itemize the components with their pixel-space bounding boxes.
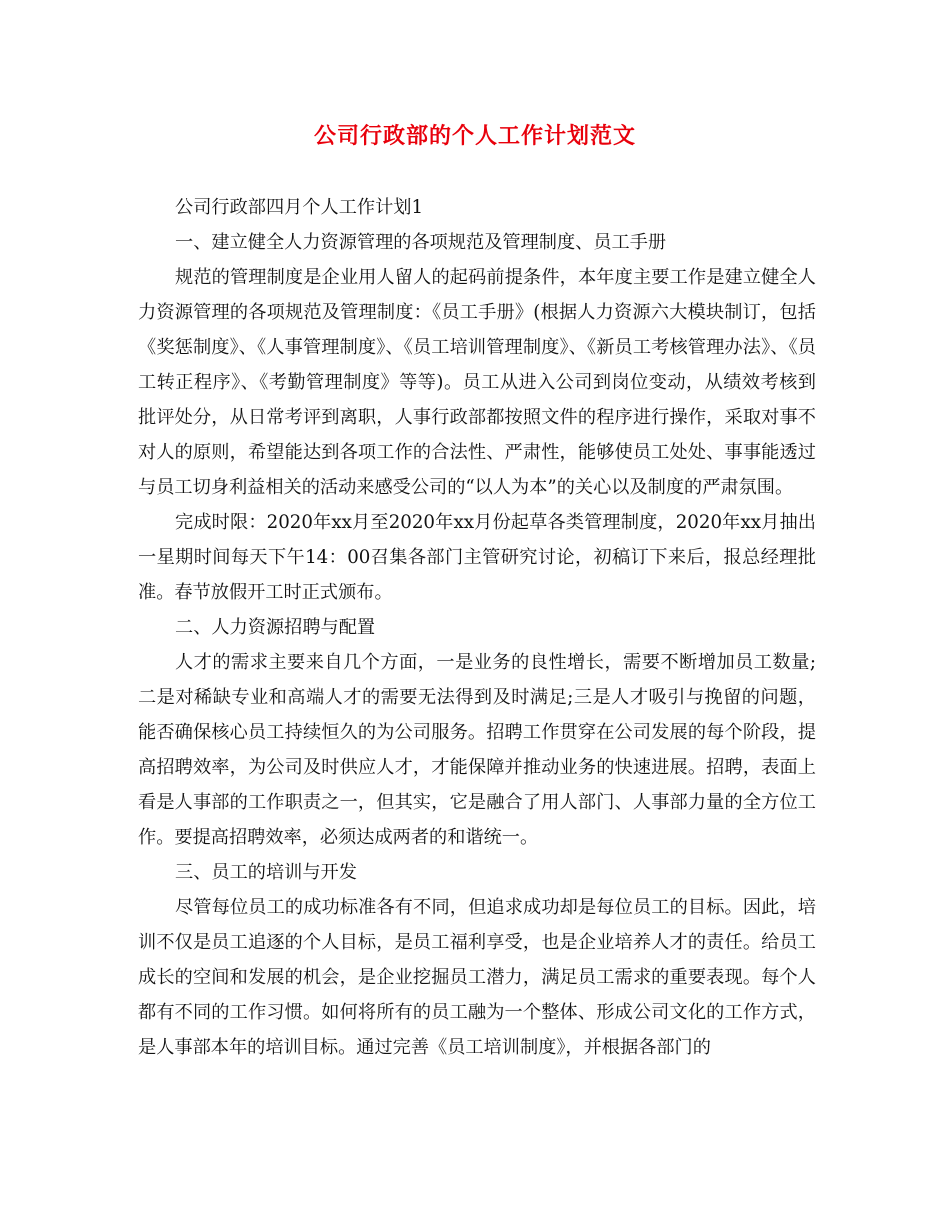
body-paragraph: 人才的需求主要来自几个方面，一是业务的良性增长，需要不断增加员工数量;二是对稀缺专业和高端人才的需要无法得到及时满足;三是人才吸引与挽留的问题，能否确保核心员工持续恒久的为公司服务。招聘工作贯穿在公司发展的每个阶段，提高招聘效率，为公司及时供应人才，才能保障并推动业务的快速进展。招聘，表面上看是人事部的工作职责之一，但其实，它是融合了用人部门、人事部力量的全方位工作。要提高招聘效率，必须达成两者的和谐统一。: [138, 652, 816, 848]
plan-subtitle: 公司行政部四月个人工作计划1: [175, 197, 424, 218]
document-body: [138, 190, 816, 1065]
section-heading-1: 一、建立健全人力资源管理的各项规范及管理制度、员工手册: [175, 232, 667, 253]
body-paragraph: 完成时限：2020年xx月至2020年xx月份起草各类管理制度，2020年xx月抽出一星期时间每天下午14：00召集各部门主管研究讨论，初稿订下来后，报总经理批准。春节放假开工时正式颁布。: [138, 512, 816, 603]
body-paragraph: 规范的管理制度是企业用人留人的起码前提条件，本年度主要工作是建立健全人力资源管理的各项规范及管理制度：《员工手册》(根据人力资源六大模块制订，包括《奖惩制度》、《人事管理制度》、《员工培训管理制度》、《新员工考核管理办法》、《员工转正程序》、《考勤管理制度》等等)。员工从进入公司到岗位变动，从绩效考核到批评处分，从日常考评到离职，人事行政部都按照文件的程序进行操作，采取对事不对人的原则，希望能达到各项工作的合法性、严肃性，能够使员工处处、事事能透过与员工切身利益相关的活动来感受公司的“以人为本”的关心以及制度的严肃氛围。: [138, 267, 816, 498]
document-title: 公司行政部的个人工作计划范文: [313, 123, 636, 149]
section-heading-2: 二、人力资源招聘与配置: [175, 617, 376, 638]
section-heading-3: 三、员工的培训与开发: [175, 862, 357, 883]
body-paragraph: 尽管每位员工的成功标准各有不同，但追求成功却是每位员工的目标。因此，培训不仅是员工追逐的个人目标，是员工福利享受，也是企业培养人才的责任。给员工成长的空间和发展的机会，是企业挖掘员工潜力，满足员工需求的重要表现。每个人都有不同的工作习惯。如何将所有的员工融为一个整体、形成公司文化的工作方式，是人事部本年的培训目标。通过完善《员工培训制度》，并根据各部门的: [138, 897, 816, 1058]
